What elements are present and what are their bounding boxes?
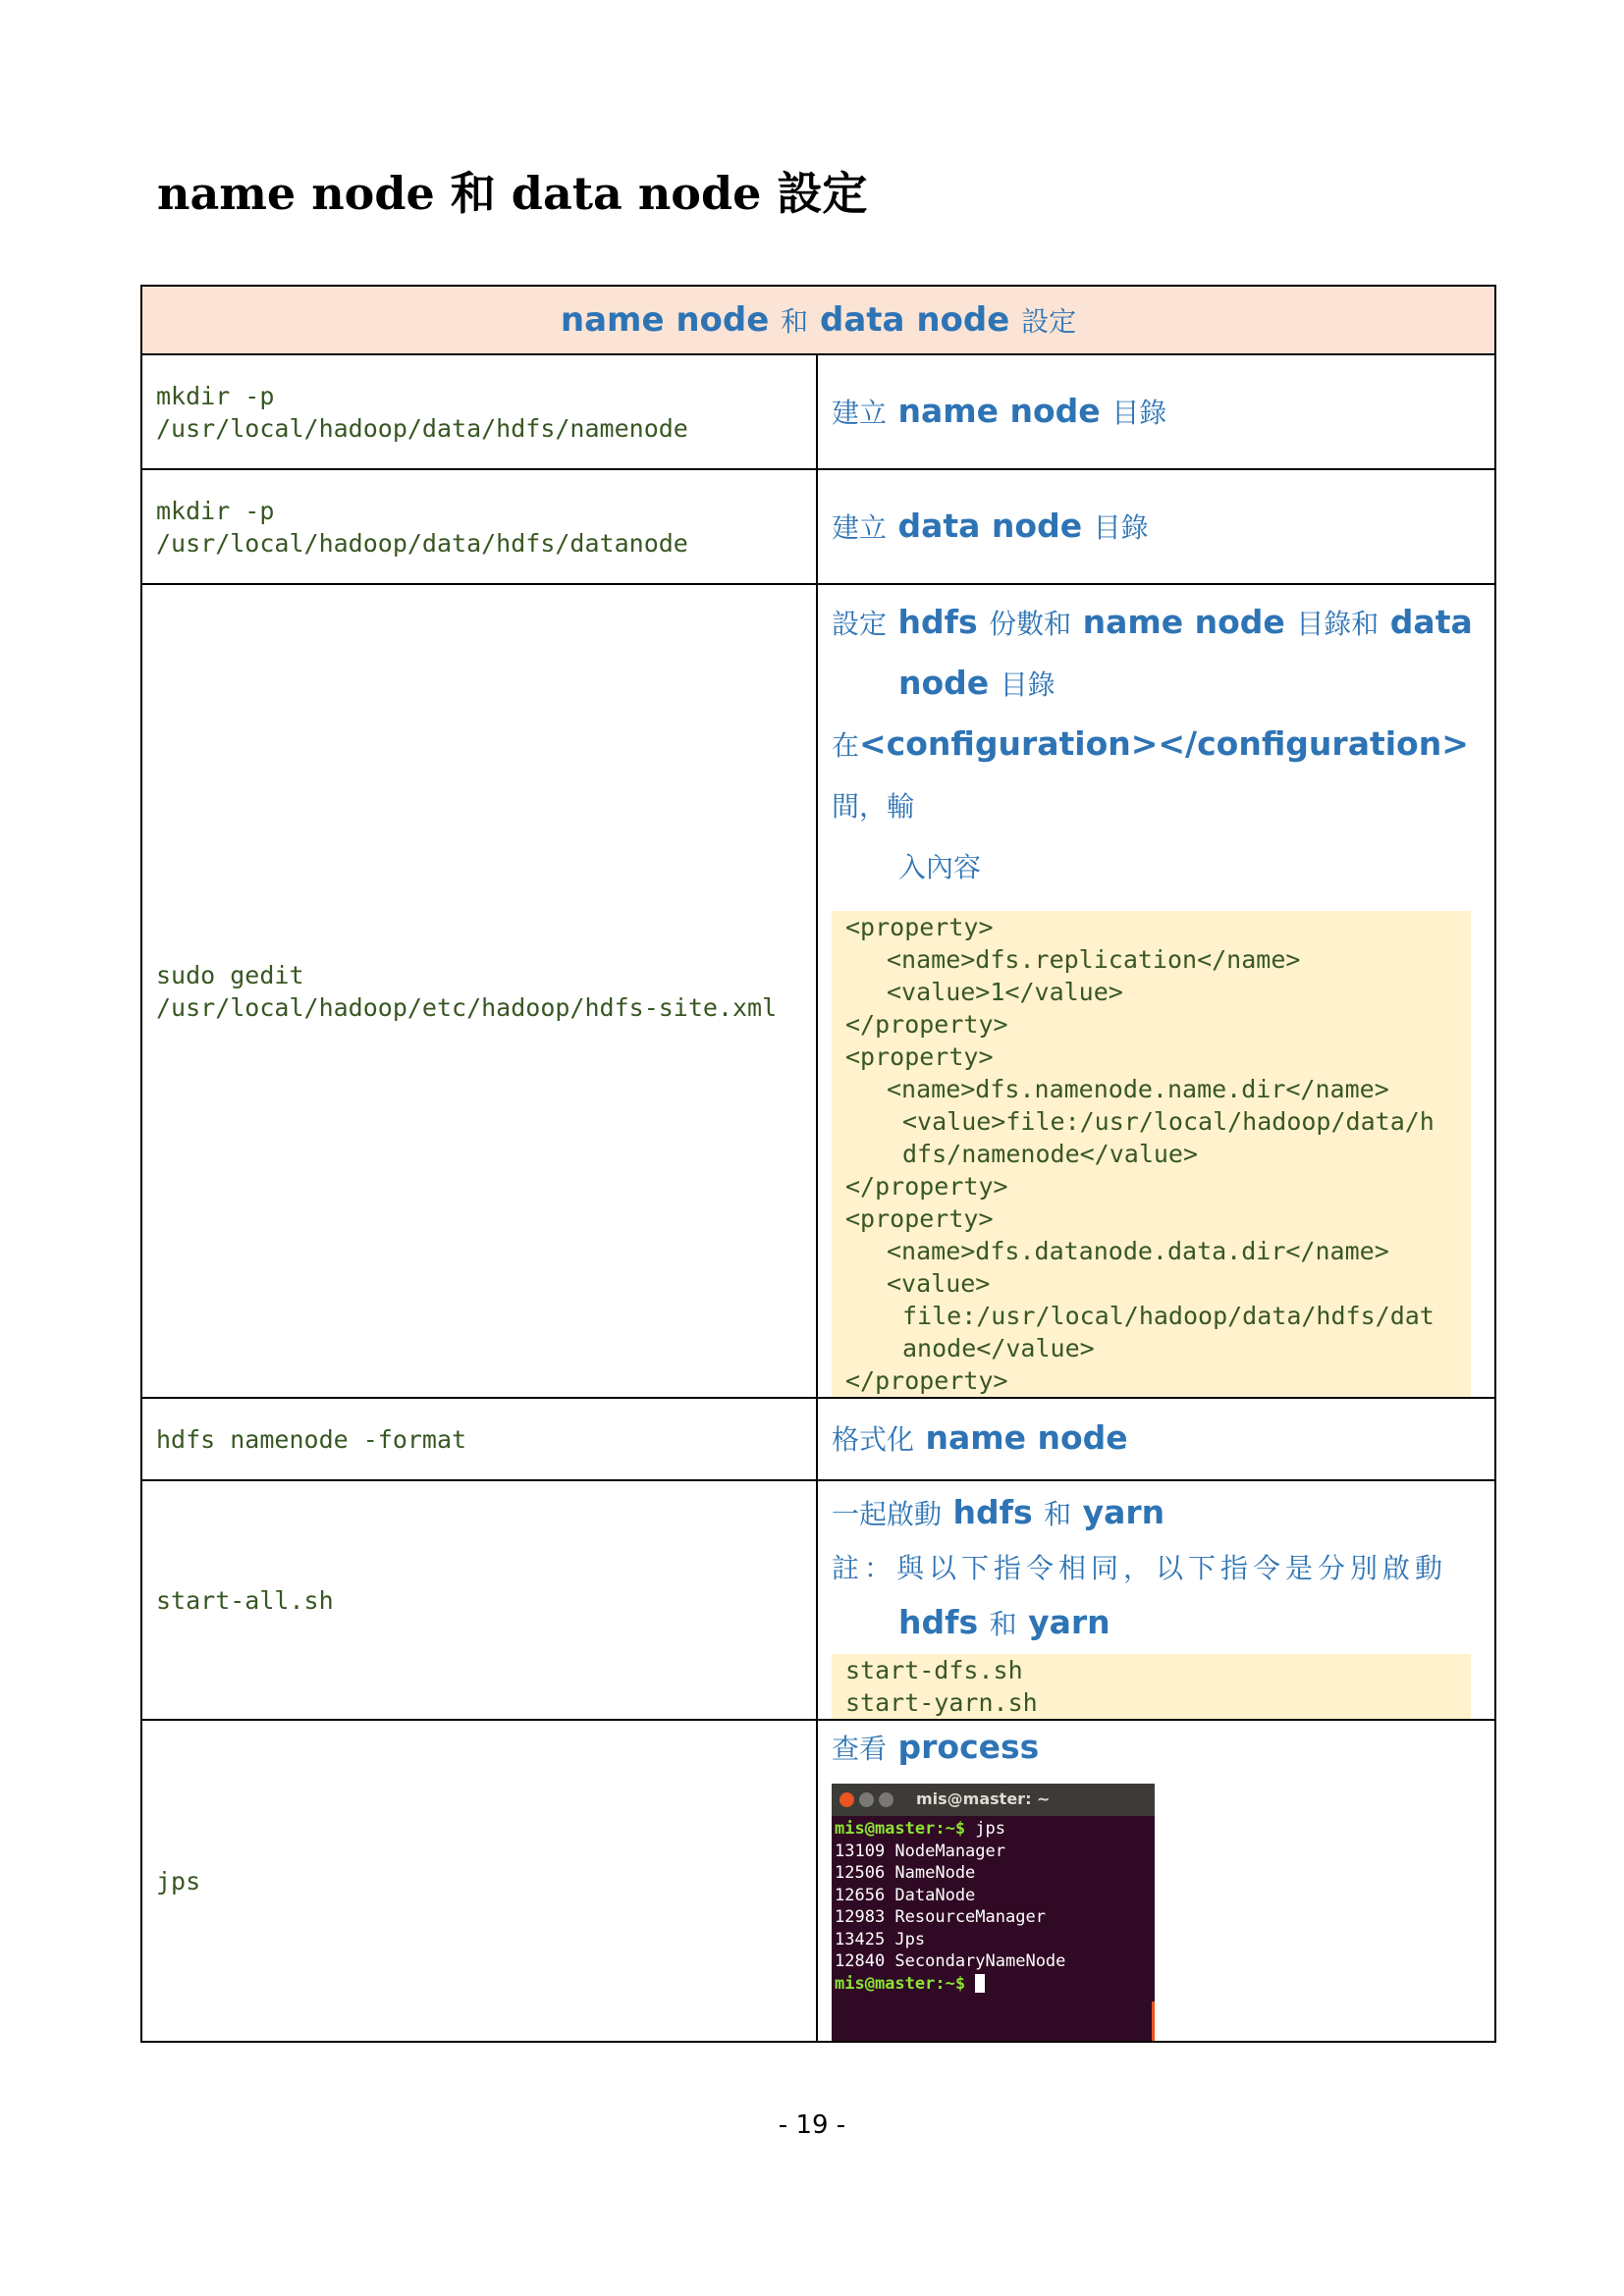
desc-term: name node — [1071, 603, 1297, 641]
description-cell — [817, 1480, 1495, 1720]
desc-term: hdfs — [898, 1603, 990, 1641]
desc-term: name node — [914, 1418, 1128, 1457]
desc-term: data node — [887, 506, 1094, 545]
table-header-row — [141, 286, 1495, 354]
code-line: <value>file:/usr/local/hadoop/data/h — [902, 1107, 1435, 1136]
terminal-line: 12840 SecondaryNameNode — [835, 1951, 1066, 1971]
code-line: <property> — [845, 913, 994, 941]
desc-term: yarn — [1016, 1603, 1110, 1641]
command-line: sudo gedit — [156, 960, 304, 989]
table-row — [141, 354, 1495, 469]
desc-cjk: 和 — [1044, 1498, 1072, 1530]
code-line: <name>dfs.namenode.name.dir</name> — [887, 1075, 1389, 1103]
code-line: <name>dfs.datanode.data.dir</name> — [887, 1237, 1389, 1265]
desc-cjk: 建立 — [832, 396, 888, 429]
maximize-icon — [879, 1792, 893, 1807]
code-line: <property> — [845, 1042, 994, 1071]
command-cell — [141, 469, 817, 584]
description-cell — [817, 584, 1495, 1398]
page-title: name node 和 data node 設定 — [157, 167, 868, 220]
description-line — [832, 497, 1481, 558]
code-line: anode</value> — [902, 1334, 1095, 1362]
config-table — [140, 285, 1496, 2043]
description-line — [832, 654, 1481, 715]
command-line: /usr/local/hadoop/data/hdfs/namenode — [156, 413, 688, 443]
desc-cjk: 和 — [989, 1608, 1017, 1640]
description-line — [832, 836, 1481, 897]
description-line — [832, 593, 1481, 654]
desc-cjk: 目錄 — [1093, 510, 1149, 544]
terminal-line: 13425 Jps — [835, 1929, 926, 1949]
command-line: /usr/local/hadoop/data/hdfs/datanode — [156, 528, 688, 558]
command-line: start-all.sh — [156, 1585, 334, 1615]
command-cell — [141, 354, 817, 469]
terminal-prompt: mis@master:~$ — [835, 1973, 966, 1994]
desc-cjk: 份數和 — [989, 608, 1072, 640]
desc-cjk: 在 — [832, 729, 860, 762]
table-row — [141, 584, 1495, 1398]
terminal-line: 12983 ResourceManager — [835, 1907, 1046, 1927]
code-line: start-dfs.sh — [845, 1656, 1023, 1684]
desc-cjk: 設定 — [832, 608, 888, 640]
desc-term: <configuration></configuration> — [859, 724, 1469, 763]
desc-term: node — [898, 664, 1001, 702]
description-line — [832, 1593, 1481, 1654]
terminal-line: 13109 NodeManager — [835, 1841, 1005, 1861]
command-cell — [141, 584, 817, 1398]
terminal-title: mis@master: ~ — [916, 1789, 1051, 1809]
code-line: <property> — [845, 1204, 994, 1233]
terminal-scroll-marker — [1152, 2002, 1155, 2041]
table-row — [141, 1398, 1495, 1480]
command-line: mkdir -p — [156, 381, 275, 410]
terminal-body — [832, 1816, 1155, 1995]
command-line: /usr/local/hadoop/etc/hadoop/hdfs-site.xml — [156, 992, 778, 1022]
description-cell — [817, 1398, 1495, 1480]
command-line: jps — [156, 1866, 201, 1896]
terminal-title-bar — [832, 1784, 1155, 1816]
desc-cjk: 目錄和 — [1296, 608, 1380, 640]
code-line: </property> — [845, 1366, 1008, 1395]
terminal-line — [835, 1973, 1155, 1996]
header-text-2: data node — [808, 300, 1022, 340]
command-cell — [141, 1720, 817, 2042]
desc-cjk: 建立 — [832, 510, 888, 544]
command-line: mkdir -p — [156, 496, 275, 525]
desc-term: yarn — [1071, 1493, 1165, 1531]
table-row — [141, 469, 1495, 584]
desc-cjk: 入內容 — [898, 851, 982, 883]
desc-term: process — [887, 1728, 1040, 1766]
terminal-line: 12656 DataNode — [835, 1885, 976, 1905]
description-line — [832, 1483, 1481, 1544]
desc-term: name node — [887, 391, 1112, 430]
terminal-screenshot — [832, 1784, 1155, 2041]
table-header — [141, 286, 1495, 354]
page-number: - 19 - — [778, 2110, 846, 2140]
description-line — [832, 382, 1481, 443]
code-line: start-yarn.sh — [845, 1688, 1038, 1717]
description-cell — [817, 469, 1495, 584]
header-text-1: name node — [560, 300, 782, 340]
table-row — [141, 1480, 1495, 1720]
command-line: hdfs namenode -format — [156, 1424, 467, 1454]
close-icon — [839, 1792, 854, 1807]
code-line: </property> — [845, 1172, 1008, 1201]
code-line: <value> — [887, 1269, 991, 1298]
terminal-prompt: mis@master:~$ — [835, 1819, 966, 1839]
command-cell — [141, 1480, 817, 1720]
terminal-command: jps — [965, 1819, 1006, 1839]
code-block — [832, 1654, 1471, 1719]
code-line: file:/usr/local/hadoop/data/hdfs/dat — [902, 1302, 1435, 1330]
desc-cjk: 目錄 — [1111, 396, 1167, 429]
terminal-cursor — [975, 1974, 985, 1993]
code-line: <value>1</value> — [887, 978, 1123, 1006]
desc-cjk: 間，輸 — [832, 790, 915, 823]
code-line: dfs/namenode</value> — [902, 1140, 1199, 1168]
terminal-line — [835, 1818, 1155, 1841]
desc-term: hdfs — [942, 1493, 1045, 1531]
desc-term: data — [1379, 603, 1473, 641]
header-cjk-2: 設定 — [1021, 305, 1077, 338]
code-block — [832, 911, 1471, 1397]
minimize-icon — [859, 1792, 874, 1807]
desc-cjk: 目錄 — [1000, 668, 1056, 701]
note-text: 註：與以下指令相同，以下指令是分別啟動 — [832, 1552, 1448, 1584]
desc-cjk: 格式化 — [832, 1423, 915, 1456]
terminal-line: 12506 NameNode — [835, 1863, 976, 1883]
header-cjk-1: 和 — [781, 305, 809, 338]
desc-cjk: 一起啟動 — [832, 1498, 943, 1530]
description-cell — [817, 1720, 1495, 2042]
description-line — [832, 1409, 1481, 1469]
code-line: </property> — [845, 1010, 1008, 1039]
description-cell — [817, 354, 1495, 469]
description-line — [832, 1721, 1481, 1776]
desc-cjk: 查看 — [832, 1733, 888, 1765]
code-line: <name>dfs.replication</name> — [887, 945, 1301, 974]
command-cell — [141, 1398, 817, 1480]
table-row — [141, 1720, 1495, 2042]
description-line — [832, 715, 1481, 836]
desc-term: hdfs — [887, 603, 990, 641]
